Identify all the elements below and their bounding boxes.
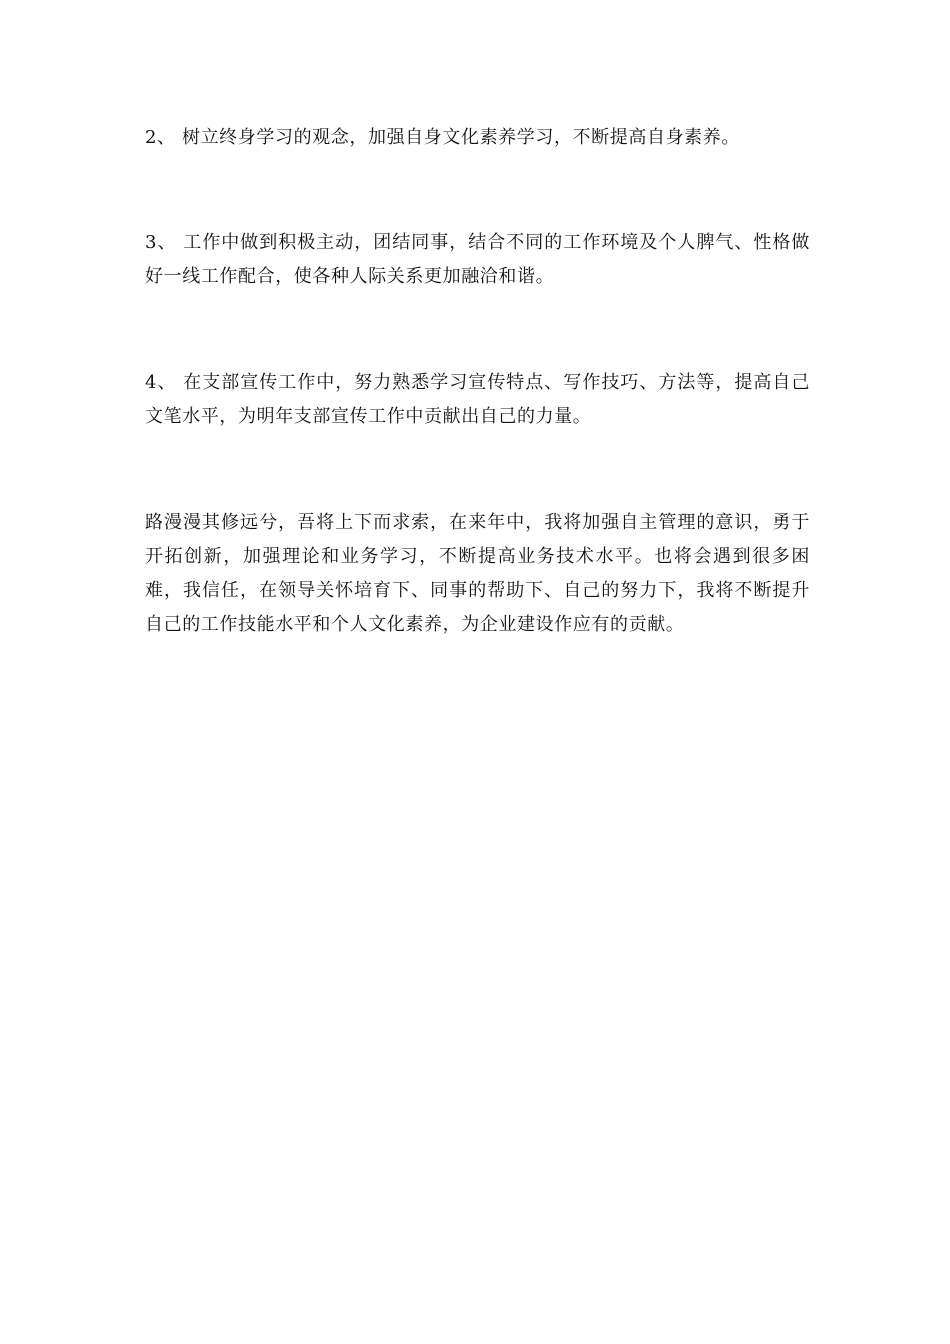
paragraph-item-2: 2、 树立终身学习的观念，加强自身文化素养学习，不断提高自身素养。 bbox=[145, 127, 740, 148]
paragraph-item-3: 3、 工作中做到积极主动，团结同事，结合不同的工作环境及个人脾气、性格做好一线工作配合，使各种人际关系更加融洽和谐。 bbox=[145, 232, 810, 287]
paragraph-conclusion: 路漫漫其修远兮，吾将上下而求索，在来年中，我将加强自主管理的意识，勇于开拓创新，加强理论和业务学习，不断提高业务技术水平。也将会遇到很多困难，我信任，在领导关怀培育下、同事的帮助下、自己的努力下，我将不断提升自己的工作技能水平和个人文化素养，为企业建设作应有的贡献。 bbox=[145, 512, 810, 635]
paragraph-item-4: 4、 在支部宣传工作中，努力熟悉学习宣传特点、写作技巧、方法等，提高自己文笔水平，为明年支部宣传工作中贡献出自己的力量。 bbox=[145, 372, 810, 427]
